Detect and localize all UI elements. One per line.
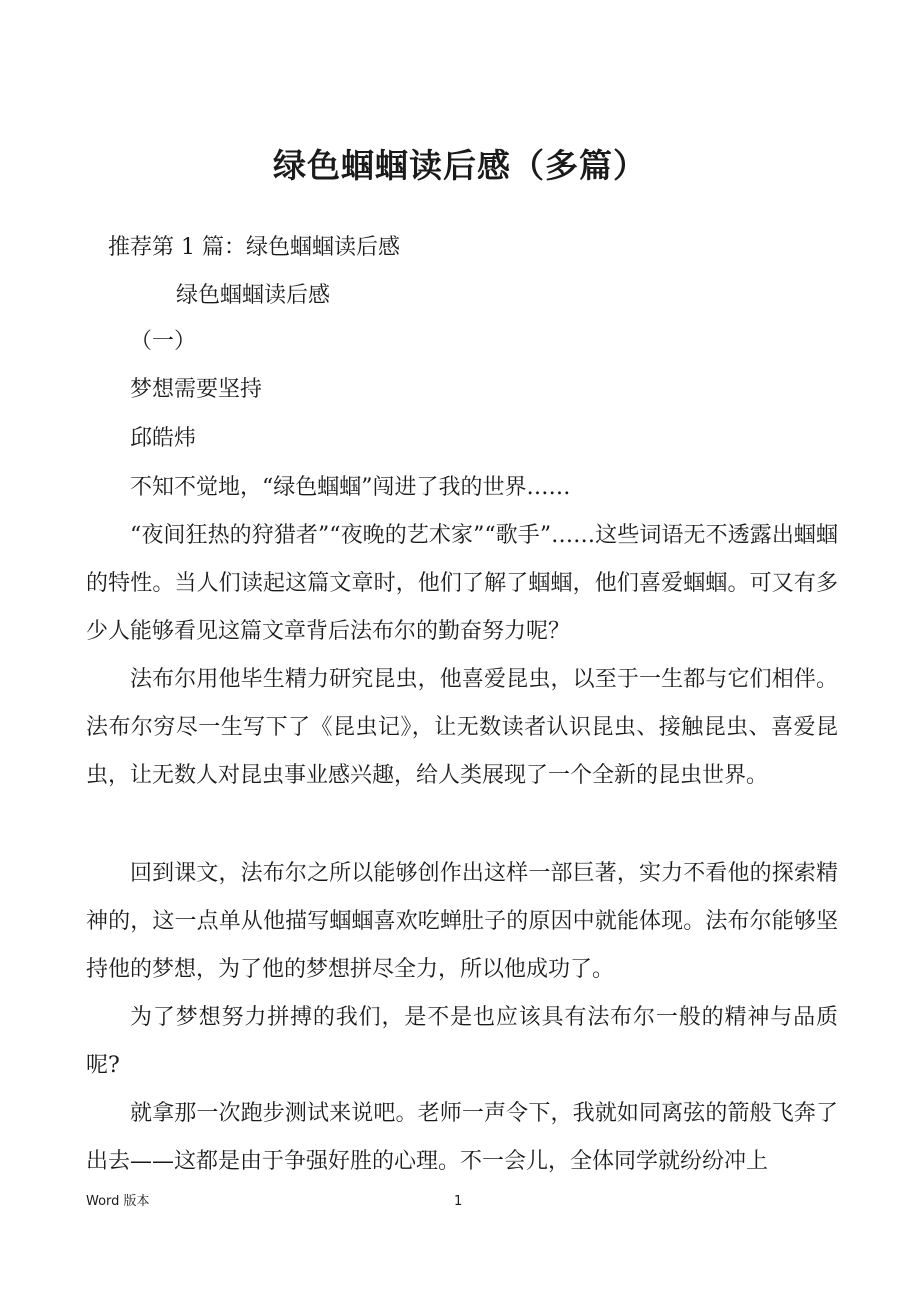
paragraph: 就拿那一次跑步测试来说吧。老师一声令下，我就如同离弦的箭般飞奔了出去——这都是由于争强好胜的心理。不一会儿，全体同学就纷纷冲上 [86, 1101, 838, 1174]
paragraph: 不知不觉地，“绿色蝈蝈”闯进了我的世界…… [130, 475, 571, 500]
footer-label: Word 版本 [86, 1194, 150, 1209]
sub-title: 绿色蝈蝈读后感 [176, 283, 331, 308]
paragraph: 法布尔用他毕生精力研究昆虫，他喜爱昆虫，以至于一生都与它们相伴。法布尔穷尽一生写下了《昆虫记》，让无数读者认识昆虫、接触昆虫、喜爱昆虫，让无数人对昆虫事业感兴趣，给人类展现了一个全新的昆虫世界。 [86, 667, 838, 788]
paragraph: 为了梦想努力拼搏的我们，是不是也应该具有法布尔一般的精神与品质呢? [86, 1005, 838, 1078]
page-number: 1 [454, 1194, 463, 1209]
paragraph: “夜间狂热的狩猎者”“夜晚的艺术家”“歌手”……这些词语无不透露出蝈蝈的特性。当人们读起这篇文章时，他们了解了蝈蝈，他们喜爱蝈蝈。可又有多少人能够看见这篇文章背后法布尔的勤奋努力呢？ [86, 523, 838, 644]
author-name: 邱皓炜 [130, 426, 197, 451]
paragraph: 回到课文，法布尔之所以能够创作出这样一部巨著，实力不看他的探索精神的，这一点单从他描写蝈蝈喜欢吃蝉肚子的原因中就能体现。法布尔能够坚持他的梦想，为了他的梦想拼尽全力，所以他成功了。 [86, 861, 838, 982]
section-number: （一） [130, 329, 197, 354]
recommend-heading: 推荐第 1 篇：绿色蝈蝈读后感 [108, 235, 400, 260]
document-title: 绿色蝈蝈读后感（多篇） [273, 146, 647, 185]
essay-title: 梦想需要坚持 [130, 377, 263, 402]
